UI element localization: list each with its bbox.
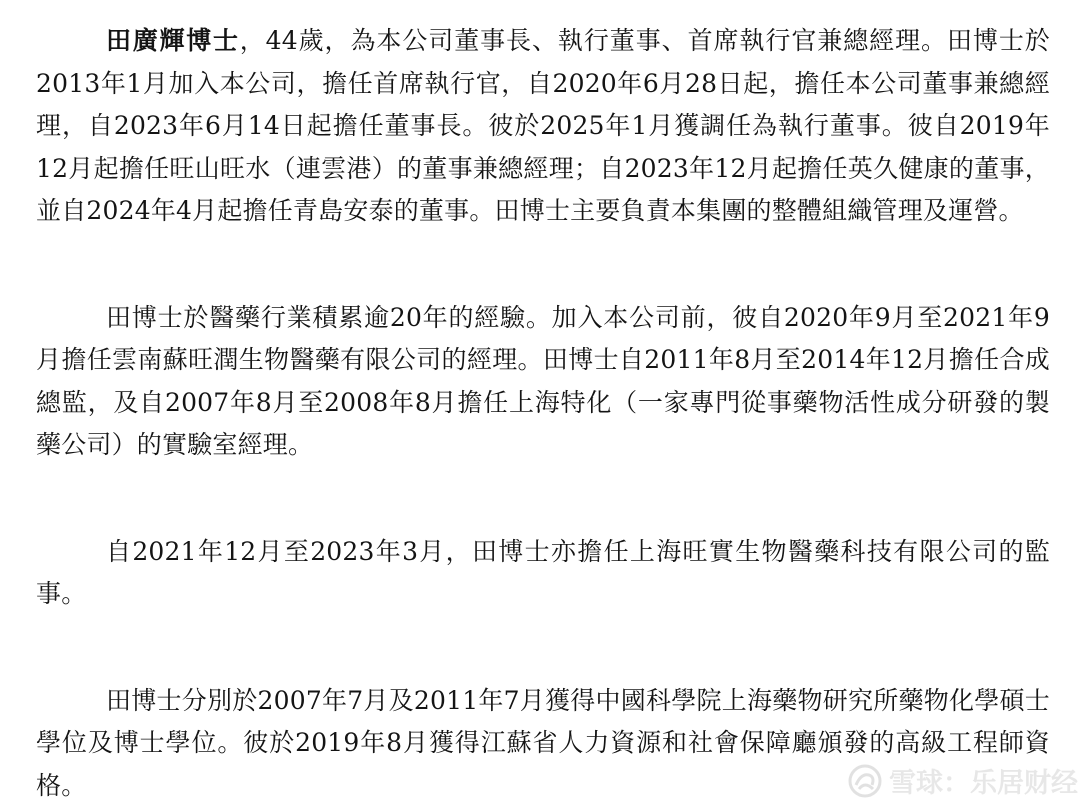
- paragraph-supervisor: 自2021年12月至2023年3月，田博士亦擔任上海旺實生物醫藥科技有限公司的監事。: [36, 536, 1050, 608]
- paragraph-text: ，44歲，為本公司董事長、執行董事、首席執行官兼總經理。田博士於2013年1月加入本公司，擔任首席執行官，自2020年6月28日起，擔任本公司董事兼總經理，自2023年6月14日起擔任董事長。彼於2025年1月獲調任為執行董事。彼自2019年12月起擔任旺山旺水（連雲港）的董事兼總經理；自2023年12月起擔任英久健康的董事，並自2024年4月起擔任青島安泰的董事。田博士主要負責本集團的整體組織管理及運營。: [36, 26, 1050, 225]
- document-body: [36, 20, 1050, 807]
- snowball-logo-icon: [847, 763, 883, 799]
- person-name: 田廣輝博士: [106, 26, 240, 55]
- watermark: [847, 761, 1078, 800]
- paragraph-education: 田博士分別於2007年7月及2011年7月獲得中國科學院上海藥物研究所藥物化學碩士學位及博士學位。彼於2019年8月獲得江蘇省人力資源和社會保障廳頒發的高級工程師資格。: [36, 685, 1050, 800]
- paragraph-biography: [36, 20, 1050, 233]
- watermark-text: 雪球：乐居财经: [889, 768, 1078, 799]
- paragraph-experience: 田博士於醫藥行業積累逾20年的經驗。加入本公司前，彼自2020年9月至2021年9月擔任雲南蘇旺潤生物醫藥有限公司的經理。田博士自2011年8月至2014年12月擔任合成總監，及自2007年8月至2008年8月擔任上海特化（一家專門從事藥物活性成分研發的製藥公司）的實驗室經理。: [36, 302, 1050, 459]
